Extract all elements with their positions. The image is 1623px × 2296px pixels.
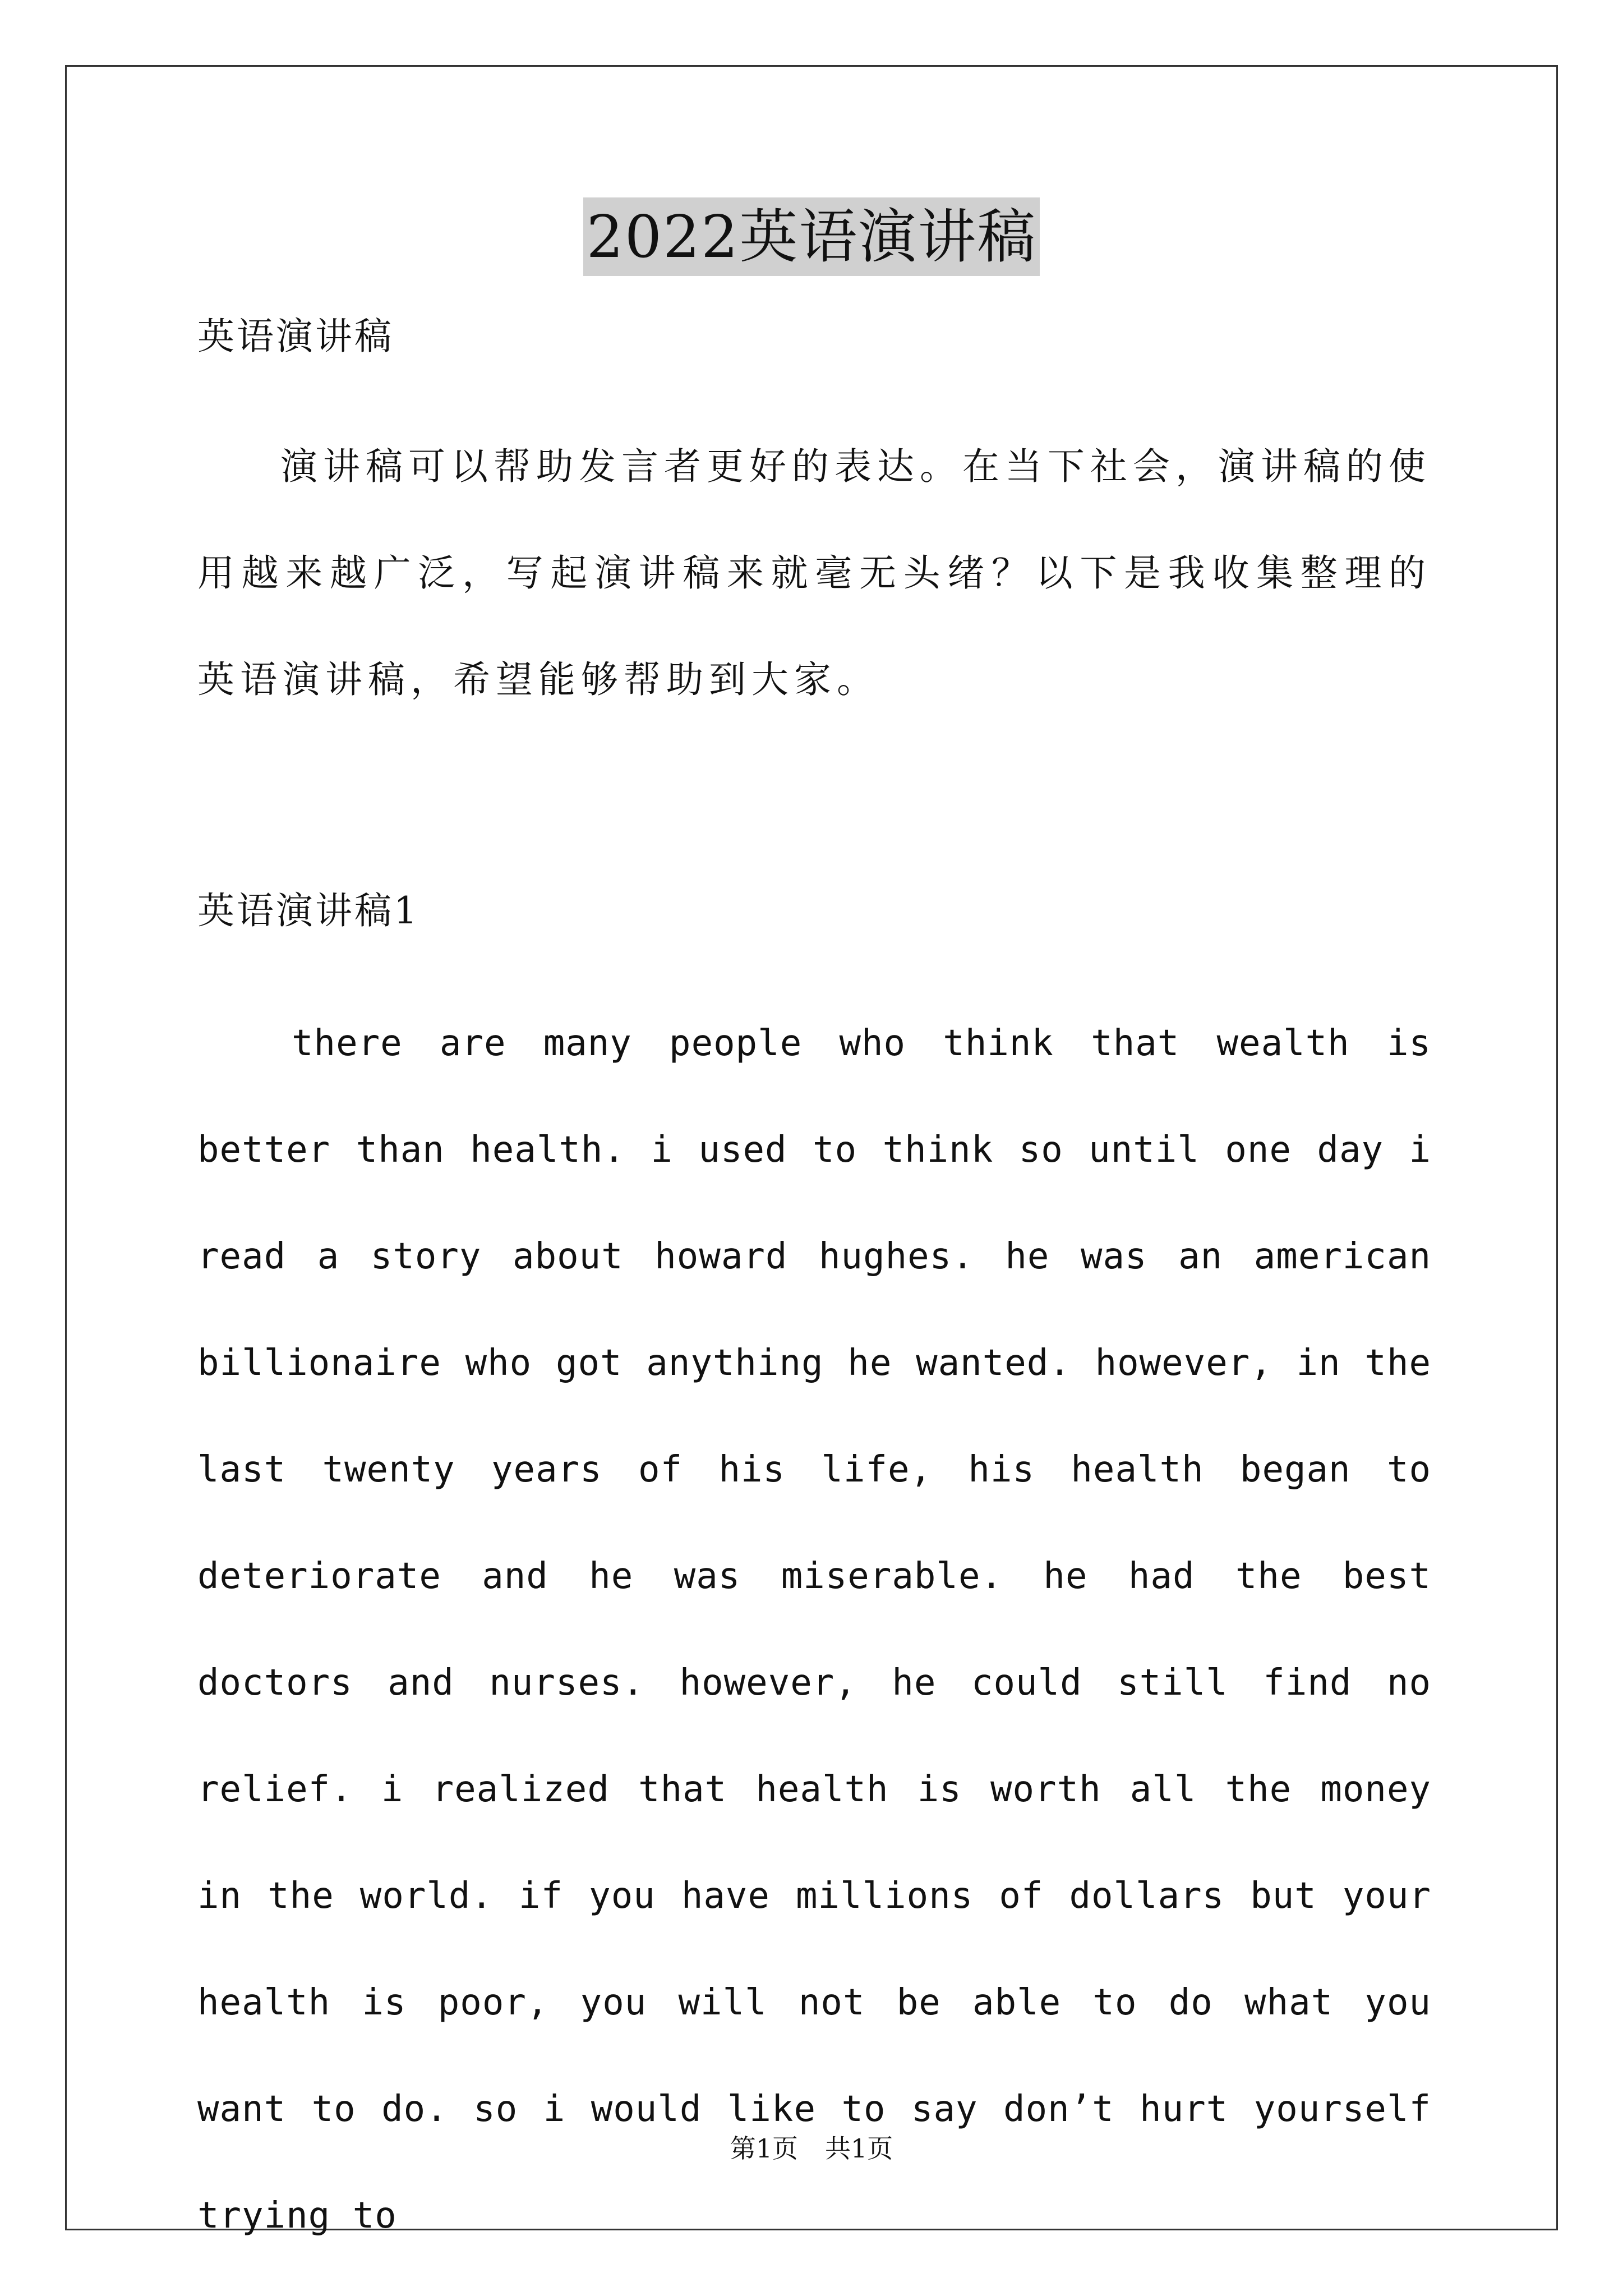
section-heading: 英语演讲稿1 [197, 889, 419, 932]
document-title: 2022英语演讲稿 [583, 197, 1040, 276]
document-heading: 英语演讲稿 [197, 315, 394, 358]
page-number-total: 共1页 [825, 2133, 893, 2164]
page-footer [0, 2132, 1623, 2165]
document-body [197, 311, 1431, 2269]
intro-paragraph: 演讲稿可以帮助发言者更好的表达。在当下社会，演讲稿的使用越来越广泛，写起演讲稿来就毫无头绪？以下是我收集整理的英语演讲稿，希望能够帮助到大家。 [197, 445, 1431, 701]
title-container [0, 197, 1623, 276]
section-paragraph: there are many people who think that wealth is better than health. i used to think so until one day i read a story about howard hughes. he was an american billionaire who got anything he wanted. however, in the last twenty years of his life, his health began to deteriorate and he was miserable. he had the best doctors and nurses. however, he could still find no relief. i realized that health is worth all the money in the world. if you have millions of dollars but your health is poor, you will not be able to do what you want to do. so i would like to say don’t hurt yourself trying to [197, 1023, 1431, 2237]
page-number-current: 第1页 [730, 2133, 798, 2164]
